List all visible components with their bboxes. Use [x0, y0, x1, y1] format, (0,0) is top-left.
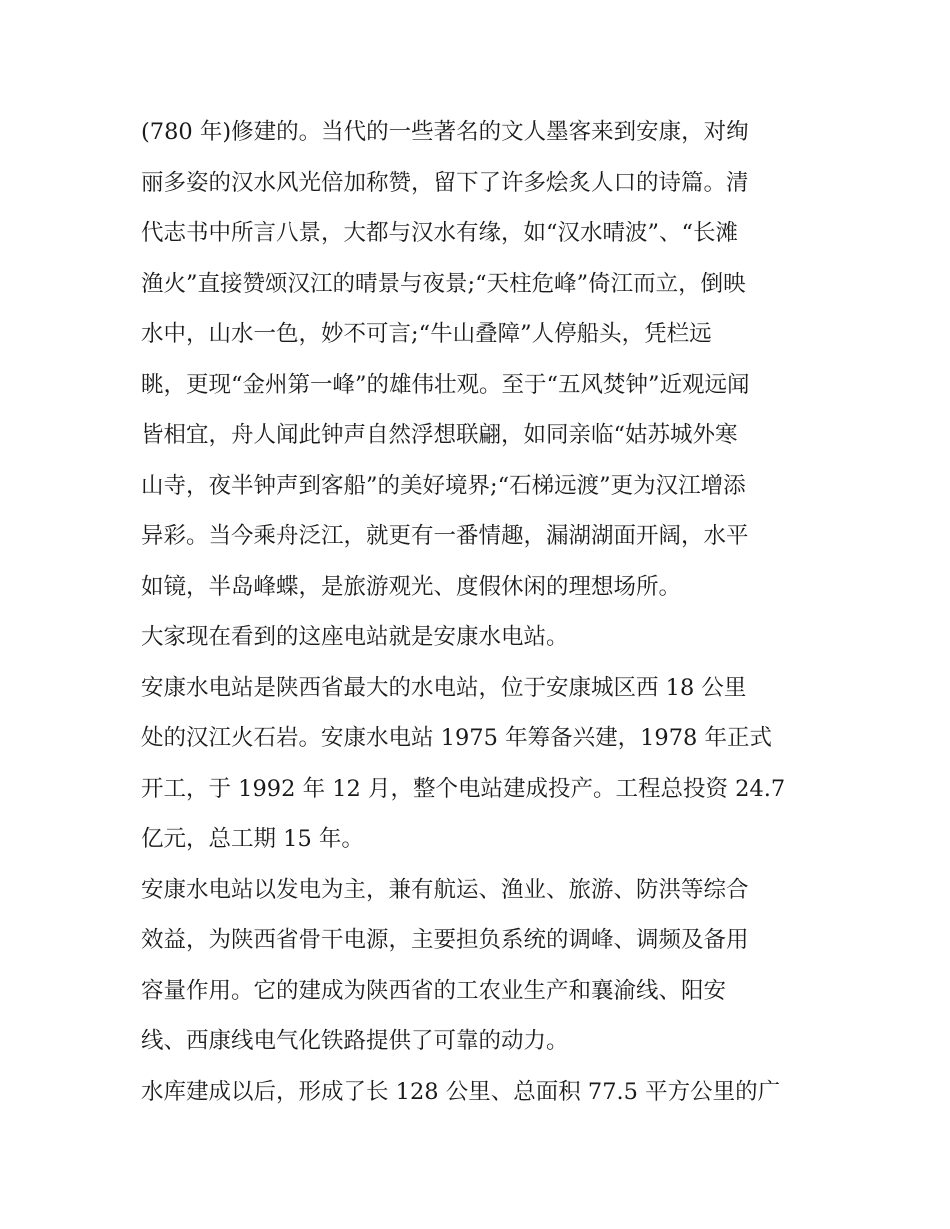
paragraph-power-station-benefits: [141, 865, 821, 1067]
text-line: 大家现在看到的这座电站就是安康水电站。: [141, 624, 569, 650]
text-line: (780 年)修建的。当代的一些著名的文人墨客来到安康，对绚: [141, 119, 749, 145]
text-line: 开工，于 1992 年 12 月，整个电站建成投产。工程总投资 24.7: [141, 775, 786, 802]
text-line: 水中，山水一色，妙不可言;“牛山叠障”人停船头，凭栏远: [141, 321, 712, 347]
text-line: 安康水电站以发电为主，兼有航运、渔业、旅游、防洪等综合: [141, 876, 749, 903]
text-line: 安康水电站是陕西省最大的水电站，位于安康城区西 18 公里: [141, 674, 747, 701]
paragraph-reservoir: [141, 1067, 821, 1118]
text-line: 代志书中所言八景，大都与汉水有缘，如“汉水晴波”、“长滩: [141, 220, 739, 246]
text-line: 异彩。当今乘舟泛江，就更有一番情趣，漏湖湖面开阔，水平: [141, 523, 749, 549]
text-line: 效益，为陕西省骨干电源，主要担负系统的调峰、调频及备用: [141, 927, 749, 953]
text-line: 亿元，总工期 15 年。: [141, 826, 364, 852]
text-line: 如镜，半岛峰蝶，是旅游观光、度假休闲的理想场所。: [141, 573, 682, 600]
text-line: 眺，更现“金州第一峰”的雄伟壮观。至于“五风焚钟”近观远闻: [141, 371, 750, 398]
text-line: 水库建成以后，形成了长 128 公里、总面积 77.5 平方公里的广: [141, 1078, 781, 1105]
text-line: 丽多姿的汉水风光倍加称赞，留下了许多烩炙人口的诗篇。清: [141, 169, 749, 196]
paragraph-power-station-facts: [141, 663, 821, 865]
text-line: 处的汉江火石岩。安康水电站 1975 年筹备兴建，1978 年正式: [141, 725, 772, 751]
paragraph-power-station-intro: [141, 612, 821, 663]
text-line: 山寺，夜半钟声到客船”的美好境界;“石梯远渡”更为汉江增添: [141, 472, 746, 499]
text-line: 线、西康线电气化铁路提供了可靠的动力。: [141, 1028, 569, 1054]
paragraph-hanshui-scenery: [141, 107, 821, 612]
text-line: 渔火”直接赞颂汉江的晴景与夜景;“天柱危峰”倚江而立，倒映: [141, 270, 746, 297]
text-line: 皆相宜，舟人闻此钟声自然浮想联翩，如同亲临“姑苏城外寒: [141, 422, 738, 448]
text-line: 容量作用。它的建成为陕西省的工农业生产和襄渝线、阳安: [141, 977, 727, 1004]
document-body: [141, 107, 821, 1117]
